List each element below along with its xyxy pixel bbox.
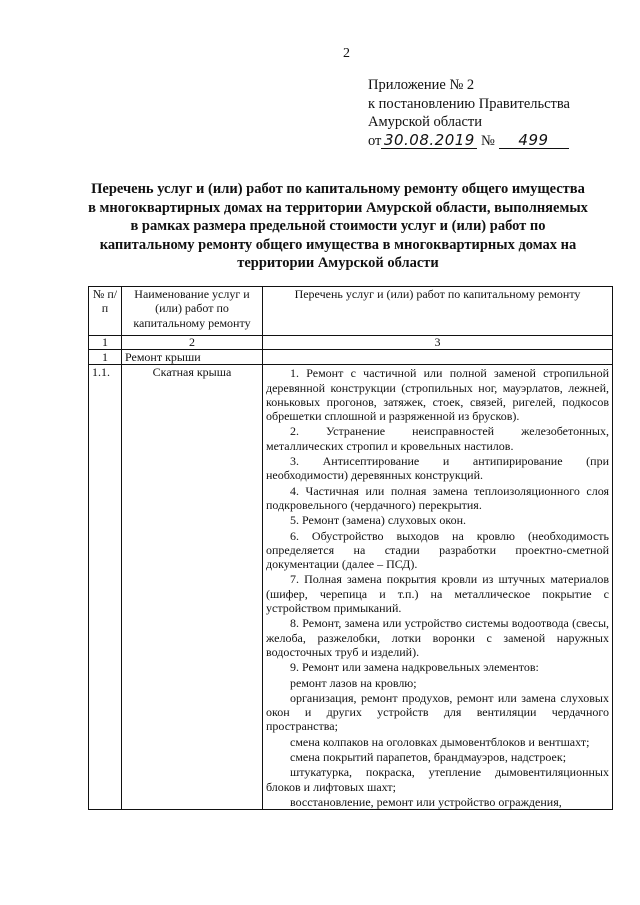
- appendix-line-3: Амурской области: [368, 114, 482, 130]
- column-number: 1: [89, 336, 122, 350]
- header-services-list: Перечень услуг и (или) работ по капитальному ремонту: [263, 287, 613, 336]
- services-table: [88, 286, 613, 810]
- section-empty-cell: [263, 350, 613, 365]
- list-item: 9. Ремонт или замена надкровельных элементов:: [290, 660, 539, 675]
- header-service-name: Наименование услуг и (или) работ по капитальному ремонту: [122, 287, 263, 336]
- list-item: 1. Ремонт с частичной или полной заменой стропильной деревянной конструкции (стропильных ног, мауэрлатов, лежней, коньковых прогонов, затяжек, стоек, связей, ригелей, подкосов обрешетки сплошной и разряженной из брусков).: [266, 366, 609, 424]
- date-prefix: от: [368, 132, 382, 149]
- document-title: Перечень услуг и (или) работ по капитальному ремонту общего имущества в многоквартирных домах на территории Амурской области, выполняемых в рамках размера предельной стоимости услуг и (или) работ по капитальному ремонту общего имущества в многоквартирных домах на территории Амурской области: [88, 181, 588, 271]
- page-number: 2: [343, 46, 350, 61]
- list-item: смена колпаков на оголовках дымовентблоков и вентшахт;: [290, 734, 590, 749]
- appendix-line-2: к постановлению Правительства: [368, 95, 570, 112]
- column-number: 2: [122, 336, 263, 350]
- row-name: Скатная крыша: [122, 365, 263, 810]
- appendix-date-line: [368, 132, 570, 151]
- handwritten-number: 499: [499, 133, 569, 149]
- number-prefix: №: [481, 132, 495, 149]
- list-item: восстановление, ремонт или устройство ограждения,: [290, 794, 562, 809]
- table-row: [89, 365, 613, 810]
- appendix-line-1: Приложение № 2: [368, 77, 475, 93]
- table-header-row: [89, 287, 613, 336]
- list-item: 3. Антисептирование и антипирирование (при необходимости) деревянных конструкций.: [266, 454, 609, 483]
- row-number: 1.1.: [89, 365, 122, 810]
- list-item: ремонт лазов на кровлю;: [290, 675, 417, 690]
- list-item: 6. Обустройство выходов на кровлю (необходимость определяется на стадии разработки проектно-сметной документации (далее – ПСД).: [266, 528, 609, 572]
- list-item: 5. Ремонт (замена) слуховых окон.: [290, 513, 467, 528]
- list-item: организация, ремонт продухов, ремонт или замена слуховых окон и других устройств для вентиляции чердачного пространства;: [266, 690, 609, 734]
- list-item: 4. Частичная или полная замена теплоизоляционного слоя подкровельного (чердачного) перекрытия.: [266, 483, 609, 512]
- column-number: 3: [263, 336, 613, 350]
- appendix-header: [368, 76, 570, 150]
- section-row: [89, 350, 613, 365]
- handwritten-date: 30.08.2019: [381, 133, 477, 149]
- list-item: штукатурка, покраска, утепление дымовентиляционных блоков и лифтовых шахт;: [266, 765, 609, 794]
- header-number: № п/п: [89, 287, 122, 336]
- services-list-cell: [263, 365, 613, 810]
- section-name: Ремонт крыши: [122, 350, 263, 365]
- list-item: 8. Ремонт, замена или устройство системы водоотвода (свесы, желоба, разжелобки, лотки воронки с заменой наружных водосточных труб и изделий).: [266, 616, 609, 659]
- list-item: 2. Устранение неисправностей железобетонных, металлических стропил и кровельных настилов.: [266, 424, 609, 453]
- list-item: смена покрытий парапетов, брандмауэров, надстроек;: [290, 750, 567, 765]
- list-item: 7. Полная замена покрытия кровли из штучных материалов (шифер, черепица и т.п.) на металлическое покрытие с устройством примыканий.: [266, 572, 609, 616]
- section-number: 1: [89, 350, 122, 365]
- column-number-row: [89, 336, 613, 350]
